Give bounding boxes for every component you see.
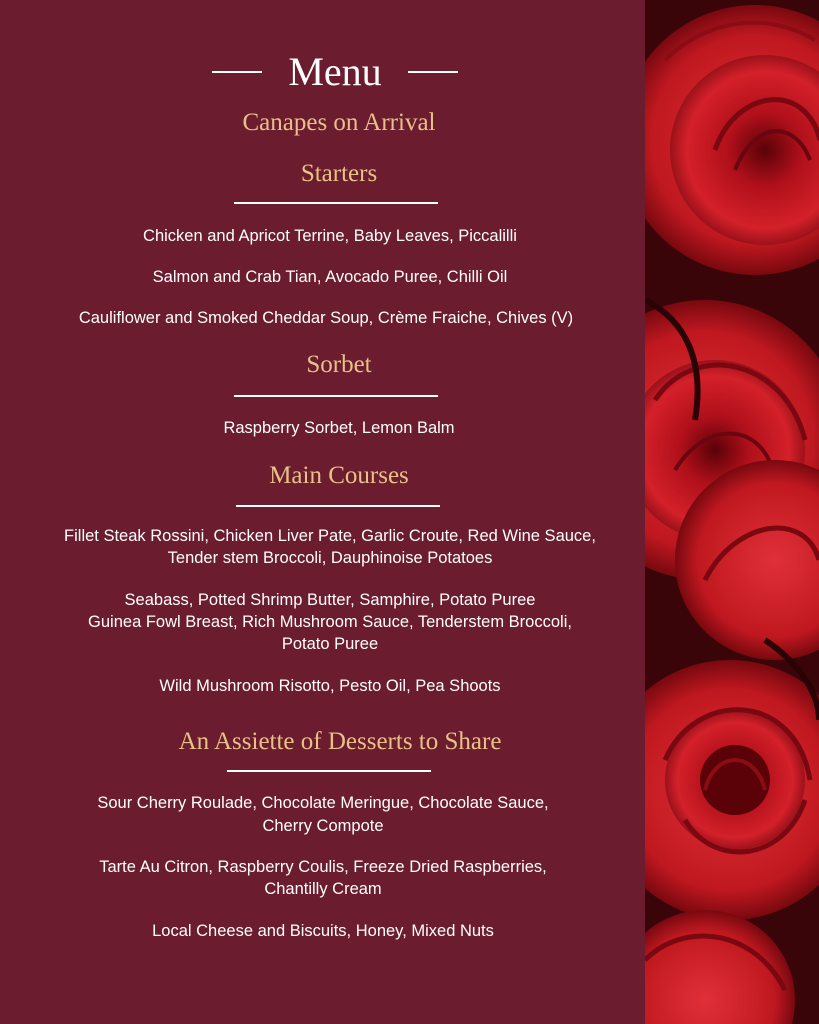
dessert-item-2-line-2: Chantilly Cream <box>264 880 382 898</box>
mains-heading: Main Courses <box>269 462 409 489</box>
canapes-heading: Canapes on Arrival <box>242 109 436 136</box>
menu-title: Menu <box>288 49 382 94</box>
starter-item-2: Salmon and Crab Tian, Avocado Puree, Chilli Oil <box>152 268 508 286</box>
title-line-left <box>212 71 262 73</box>
roses-photo <box>645 0 819 1024</box>
desserts-heading: An Assiette of Desserts to Share <box>178 728 502 755</box>
main-item-3-line-1: Wild Mushroom Risotto, Pesto Oil, Pea Shoots <box>159 677 501 695</box>
sorbet-divider <box>234 395 438 397</box>
roses-image <box>645 0 819 1024</box>
main-item-1-line-2: Tender stem Broccoli, Dauphinoise Potatoes <box>167 549 493 567</box>
rose-4 <box>645 660 819 920</box>
sorbet-heading: Sorbet <box>306 351 372 378</box>
desserts-divider <box>227 770 431 772</box>
title-line-right <box>408 71 458 73</box>
dessert-item-1-line-1: Sour Cherry Roulade, Chocolate Meringue, Chocolate Sauce, <box>97 794 549 812</box>
main-item-1-line-1: Fillet Steak Rossini, Chicken Liver Pate, Garlic Croute, Red Wine Sauce, <box>64 527 596 545</box>
rose-1 <box>645 5 819 275</box>
main-item-2-line-3: Potato Puree <box>281 635 379 653</box>
dessert-item-3-line-1: Local Cheese and Biscuits, Honey, Mixed Nuts <box>152 922 494 940</box>
sorbet-item-1: Raspberry Sorbet, Lemon Balm <box>223 419 455 437</box>
main-item-2-line-1: Seabass, Potted Shrimp Butter, Samphire, Potato Puree <box>124 591 536 609</box>
starter-item-3: Cauliflower and Smoked Cheddar Soup, Crème Fraiche, Chives (V) <box>78 309 574 327</box>
dessert-item-1-line-2: Cherry Compote <box>262 817 384 835</box>
starter-item-1: Chicken and Apricot Terrine, Baby Leaves, Piccalilli <box>143 227 517 245</box>
dessert-item-2-line-1: Tarte Au Citron, Raspberry Coulis, Freeze Dried Raspberries, <box>99 858 547 876</box>
title-row <box>0 48 670 96</box>
starters-heading: Starters <box>300 160 378 187</box>
starters-divider <box>234 202 438 204</box>
main-item-2-line-2: Guinea Fowl Breast, Rich Mushroom Sauce, Tenderstem Broccoli, <box>88 613 572 631</box>
mains-divider <box>236 505 440 507</box>
